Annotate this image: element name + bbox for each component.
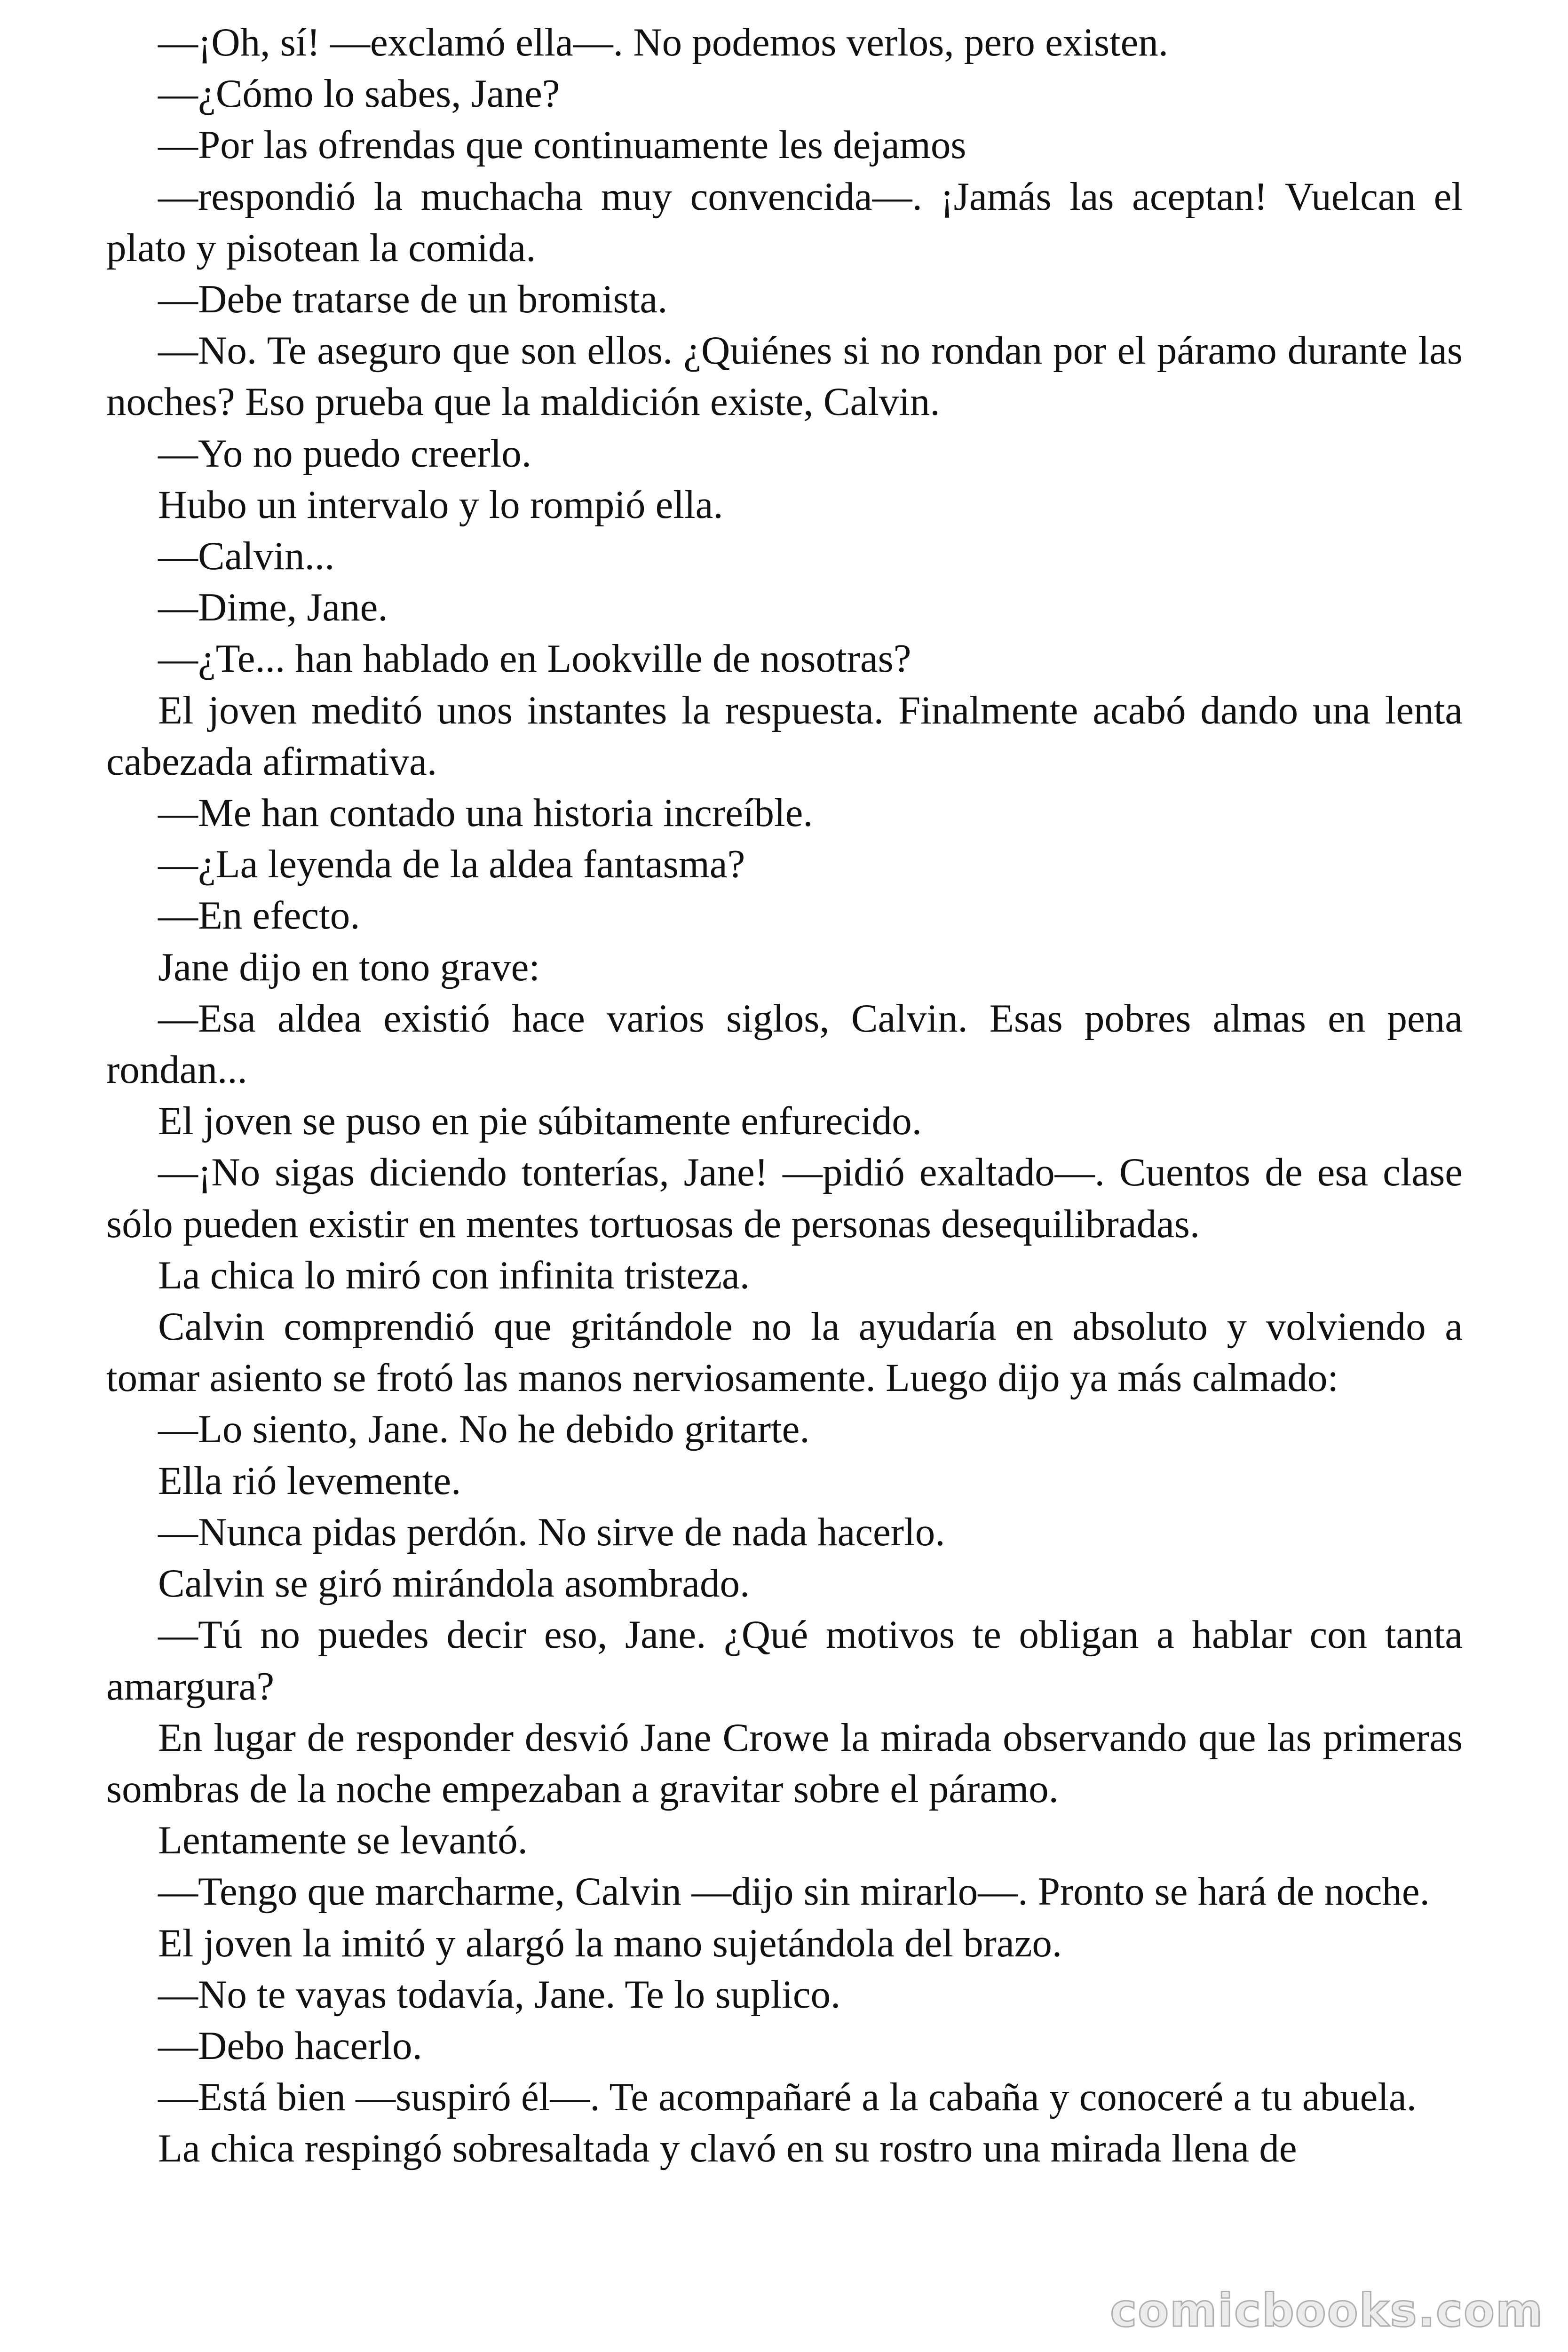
paragraph: —Calvin... [158,534,335,579]
paragraph: Hubo un intervalo y lo rompió ella. [158,482,723,527]
paragraph: Calvin se giró mirándola asombrado. [158,1561,750,1606]
paragraph: El joven la imitó y alargó la mano sujetándola del brazo. [158,1921,1062,1965]
paragraph: —Nunca pidas perdón. No sirve de nada hacerlo. [158,1510,945,1554]
paragraph: —Tengo que marcharme, Calvin —dijo sin mirarlo—. Pronto se hará de noche. [158,1869,1430,1914]
paragraph: Lentamente se levantó. [158,1818,528,1863]
paragraph: —Por las ofrendas que continuamente les dejamos [158,123,966,167]
watermark: comicbooks.com [1110,2284,1544,2337]
paragraph: —Está bien —suspiró él—. Te acompañaré a la cabaña y conoceré a tu abuela. [158,2075,1417,2120]
paragraph: —En efecto. [158,893,360,938]
page-text [106,17,1463,2175]
paragraph: La chica respingó sobresaltada y clavó en su rostro una mirada llena de [158,2126,1297,2171]
paragraph: —Tú no puedes decir eso, Jane. ¿Qué motivos te obligan a hablar con tanta amargura? [106,1613,1463,1708]
paragraph: —Debo hacerlo. [158,2023,422,2068]
paragraph: Ella rió levemente. [158,1458,461,1503]
paragraph: —Esa aldea existió hace varios siglos, Calvin. Esas pobres almas en pena rondan... [106,996,1463,1092]
paragraph: —¿Te... han hablado en Lookville de nosotras? [158,636,911,681]
paragraph: Calvin comprendió que gritándole no la ayudaría en absoluto y volviendo a tomar asiento se frotó las manos nerviosamente. Luego dijo ya más calmado: [106,1304,1463,1400]
paragraph: El joven meditó unos instantes la respuesta. Finalmente acabó dando una lenta cabezada afirmativa. [106,688,1463,784]
paragraph: —¡Oh, sí! —exclamó ella—. No podemos verlos, pero existen. [158,20,1169,64]
paragraph: —Me han contado una historia increíble. [158,791,813,835]
paragraph: —Debe tratarse de un bromista. [158,277,668,322]
paragraph: En lugar de responder desvió Jane Crowe la mirada observando que las primeras sombras de la noche empezaban a gravitar sobre el páramo. [106,1715,1463,1811]
paragraph: El joven se puso en pie súbitamente enfurecido. [158,1099,922,1144]
paragraph: —¿La leyenda de la aldea fantasma? [158,842,745,887]
paragraph: —No te vayas todavía, Jane. Te lo suplico. [158,1972,841,2017]
paragraph: —¡No sigas diciendo tonterías, Jane! —pidió exaltado—. Cuentos de esa clase sólo pueden existir en mentes tortuosas de personas desequilibradas. [106,1150,1463,1246]
paragraph: —Lo siento, Jane. No he debido gritarte. [158,1407,810,1452]
paragraph: —Dime, Jane. [158,585,388,630]
paragraph: —¿Cómo lo sabes, Jane? [158,72,560,116]
paragraph: —Yo no puedo creerlo. [158,431,532,476]
paragraph: —respondió la muchacha muy convencida—. ¡Jamás las aceptan! Vuelcan el plato y pisotean la comida. [106,174,1463,270]
paragraph: —No. Te aseguro que son ellos. ¿Quiénes si no rondan por el páramo durante las noches? Eso prueba que la maldición existe, Calvin. [106,328,1463,424]
paragraph: La chica lo miró con infinita tristeza. [158,1253,750,1297]
paragraph: Jane dijo en tono grave: [158,945,540,989]
